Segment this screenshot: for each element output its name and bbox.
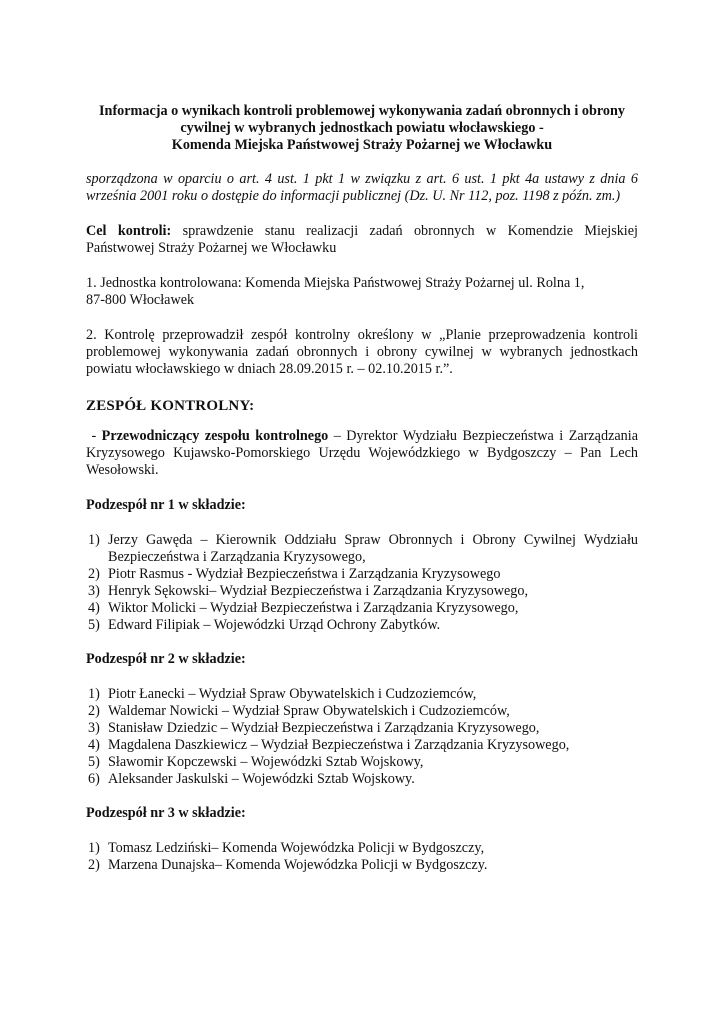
document-title [86,103,638,154]
list-item-number: 4) [88,737,100,753]
list-item [86,617,638,634]
list-item-number: 2) [88,566,100,582]
list-item-text: Henryk Sękowski– Wydział Bezpieczeństwa i Zarządzania Kryzysowego, [108,583,529,599]
list-item-text: Aleksander Jaskulski – Wojewódzki Sztab Wojskowy. [108,771,415,787]
list-item [86,840,638,857]
list-item-number: 5) [88,754,100,770]
list-item-number: 3) [88,583,100,599]
title-line-1: Informacja o wynikach kontroli problemowej wykonywania zadań obronnych i obrony [99,103,625,119]
subteam-2-list [86,686,638,788]
list-item-text: Wiktor Molicki – Wydział Bezpieczeństwa i Zarządzania Kryzysowego, [108,600,519,616]
list-item-text: Jerzy Gawęda – Kierownik Oddziału Spraw Obronnych i Obrony Cywilnej Wydziału Bezpieczeństwa i Zarządzania Kryzysowego, [108,532,638,565]
point-2: 2. Kontrolę przeprowadził zespół kontrolny określony w „Planie przeprowadzenia kontroli problemowej wykonywania zadań obronnych i obrony cywilnej w wybranych jednostkach powiatu włocławskiego w dniach 28.09.2015 r. – 02.10.2015 r.”. [86,327,638,377]
list-item-text: Marzena Dunajska– Komenda Wojewódzka Policji w Bydgoszczy. [108,857,488,873]
list-item-number: 4) [88,600,100,616]
list-item [86,703,638,720]
list-item [86,754,638,771]
legal-basis: sporządzona w oparciu o art. 4 ust. 1 pkt 1 w związku z art. 6 ust. 1 pkt 4a ustawy z dnia 6 września 2001 roku o dostępie do informacji publicznej (Dz. U. Nr 112, poz. 1198 z późn. zm.) [86,171,638,204]
title-line-2: cywilnej w wybranych jednostkach powiatu włocławskiego - [180,120,544,136]
subteam-2-heading: Podzespół nr 2 w składzie: [86,651,246,667]
control-purpose-label: Cel kontroli: [86,223,172,239]
list-item-text: Sławomir Kopczewski – Wojewódzki Sztab Wojskowy, [108,754,424,770]
team-heading: ZESPÓŁ KONTROLNY: [86,398,255,414]
list-item-text: Tomasz Ledziński– Komenda Wojewódzka Policji w Bydgoszczy, [108,840,485,856]
control-purpose-text: sprawdzenie stanu realizacji zadań obronnych w Komendzie Miejskiej Państwowej Straży Pożarnej we Włocławku [86,223,638,256]
list-item [86,771,638,788]
list-item [86,737,638,754]
list-item [86,532,638,566]
list-item-number: 1) [88,840,100,856]
list-item-number: 6) [88,771,100,787]
list-item [86,566,638,583]
list-item-text: Piotr Rasmus - Wydział Bezpieczeństwa i Zarządzania Kryzysowego [108,566,501,582]
team-lead-prefix: - [86,428,102,444]
list-item-number: 2) [88,857,100,873]
point-1-line-2: 87-800 Włocławek [86,292,195,308]
list-item [86,686,638,703]
list-item-number: 1) [88,532,100,548]
list-item-number: 1) [88,686,100,702]
point-1-line-1: 1. Jednostka kontrolowana: Komenda Miejska Państwowej Straży Pożarnej ul. Rolna 1, [86,275,585,291]
list-item [86,720,638,737]
team-lead [86,428,638,479]
subteam-1-heading: Podzespół nr 1 w składzie: [86,497,246,513]
list-item-number: 2) [88,703,100,719]
list-item-text: Edward Filipiak – Wojewódzki Urząd Ochrony Zabytków. [108,617,441,633]
team-lead-text: – Dyrektor Wydziału Bezpieczeństwa i Zarządzania Kryzysowego Kujawsko-Pomorskiego Urzędu Wojewódzkiego w Bydgoszczy – Pan Lech Wesołowski. [86,428,638,478]
list-item-text: Piotr Łanecki – Wydział Spraw Obywatelskich i Cudzoziemców, [108,686,477,702]
list-item-text: Magdalena Daszkiewicz – Wydział Bezpieczeństwa i Zarządzania Kryzysowego, [108,737,570,753]
team-lead-role: Przewodniczący zespołu kontrolnego [101,428,329,444]
list-item-text: Stanisław Dziedzic – Wydział Bezpieczeństwa i Zarządzania Kryzysowego, [108,720,540,736]
subteam-1-list [86,532,638,634]
list-item-number: 3) [88,720,100,736]
list-item [86,583,638,600]
list-item-text: Waldemar Nowicki – Wydział Spraw Obywatelskich i Cudzoziemców, [108,703,510,719]
list-item [86,600,638,617]
point-1 [86,275,638,309]
control-purpose [86,223,638,257]
list-item-number: 5) [88,617,100,633]
list-item [86,857,638,874]
title-line-3: Komenda Miejska Państwowej Straży Pożarnej we Włocławku [171,137,553,153]
document-page [86,103,638,891]
subteam-3-heading: Podzespół nr 3 w składzie: [86,805,246,821]
subteam-3-list [86,840,638,874]
